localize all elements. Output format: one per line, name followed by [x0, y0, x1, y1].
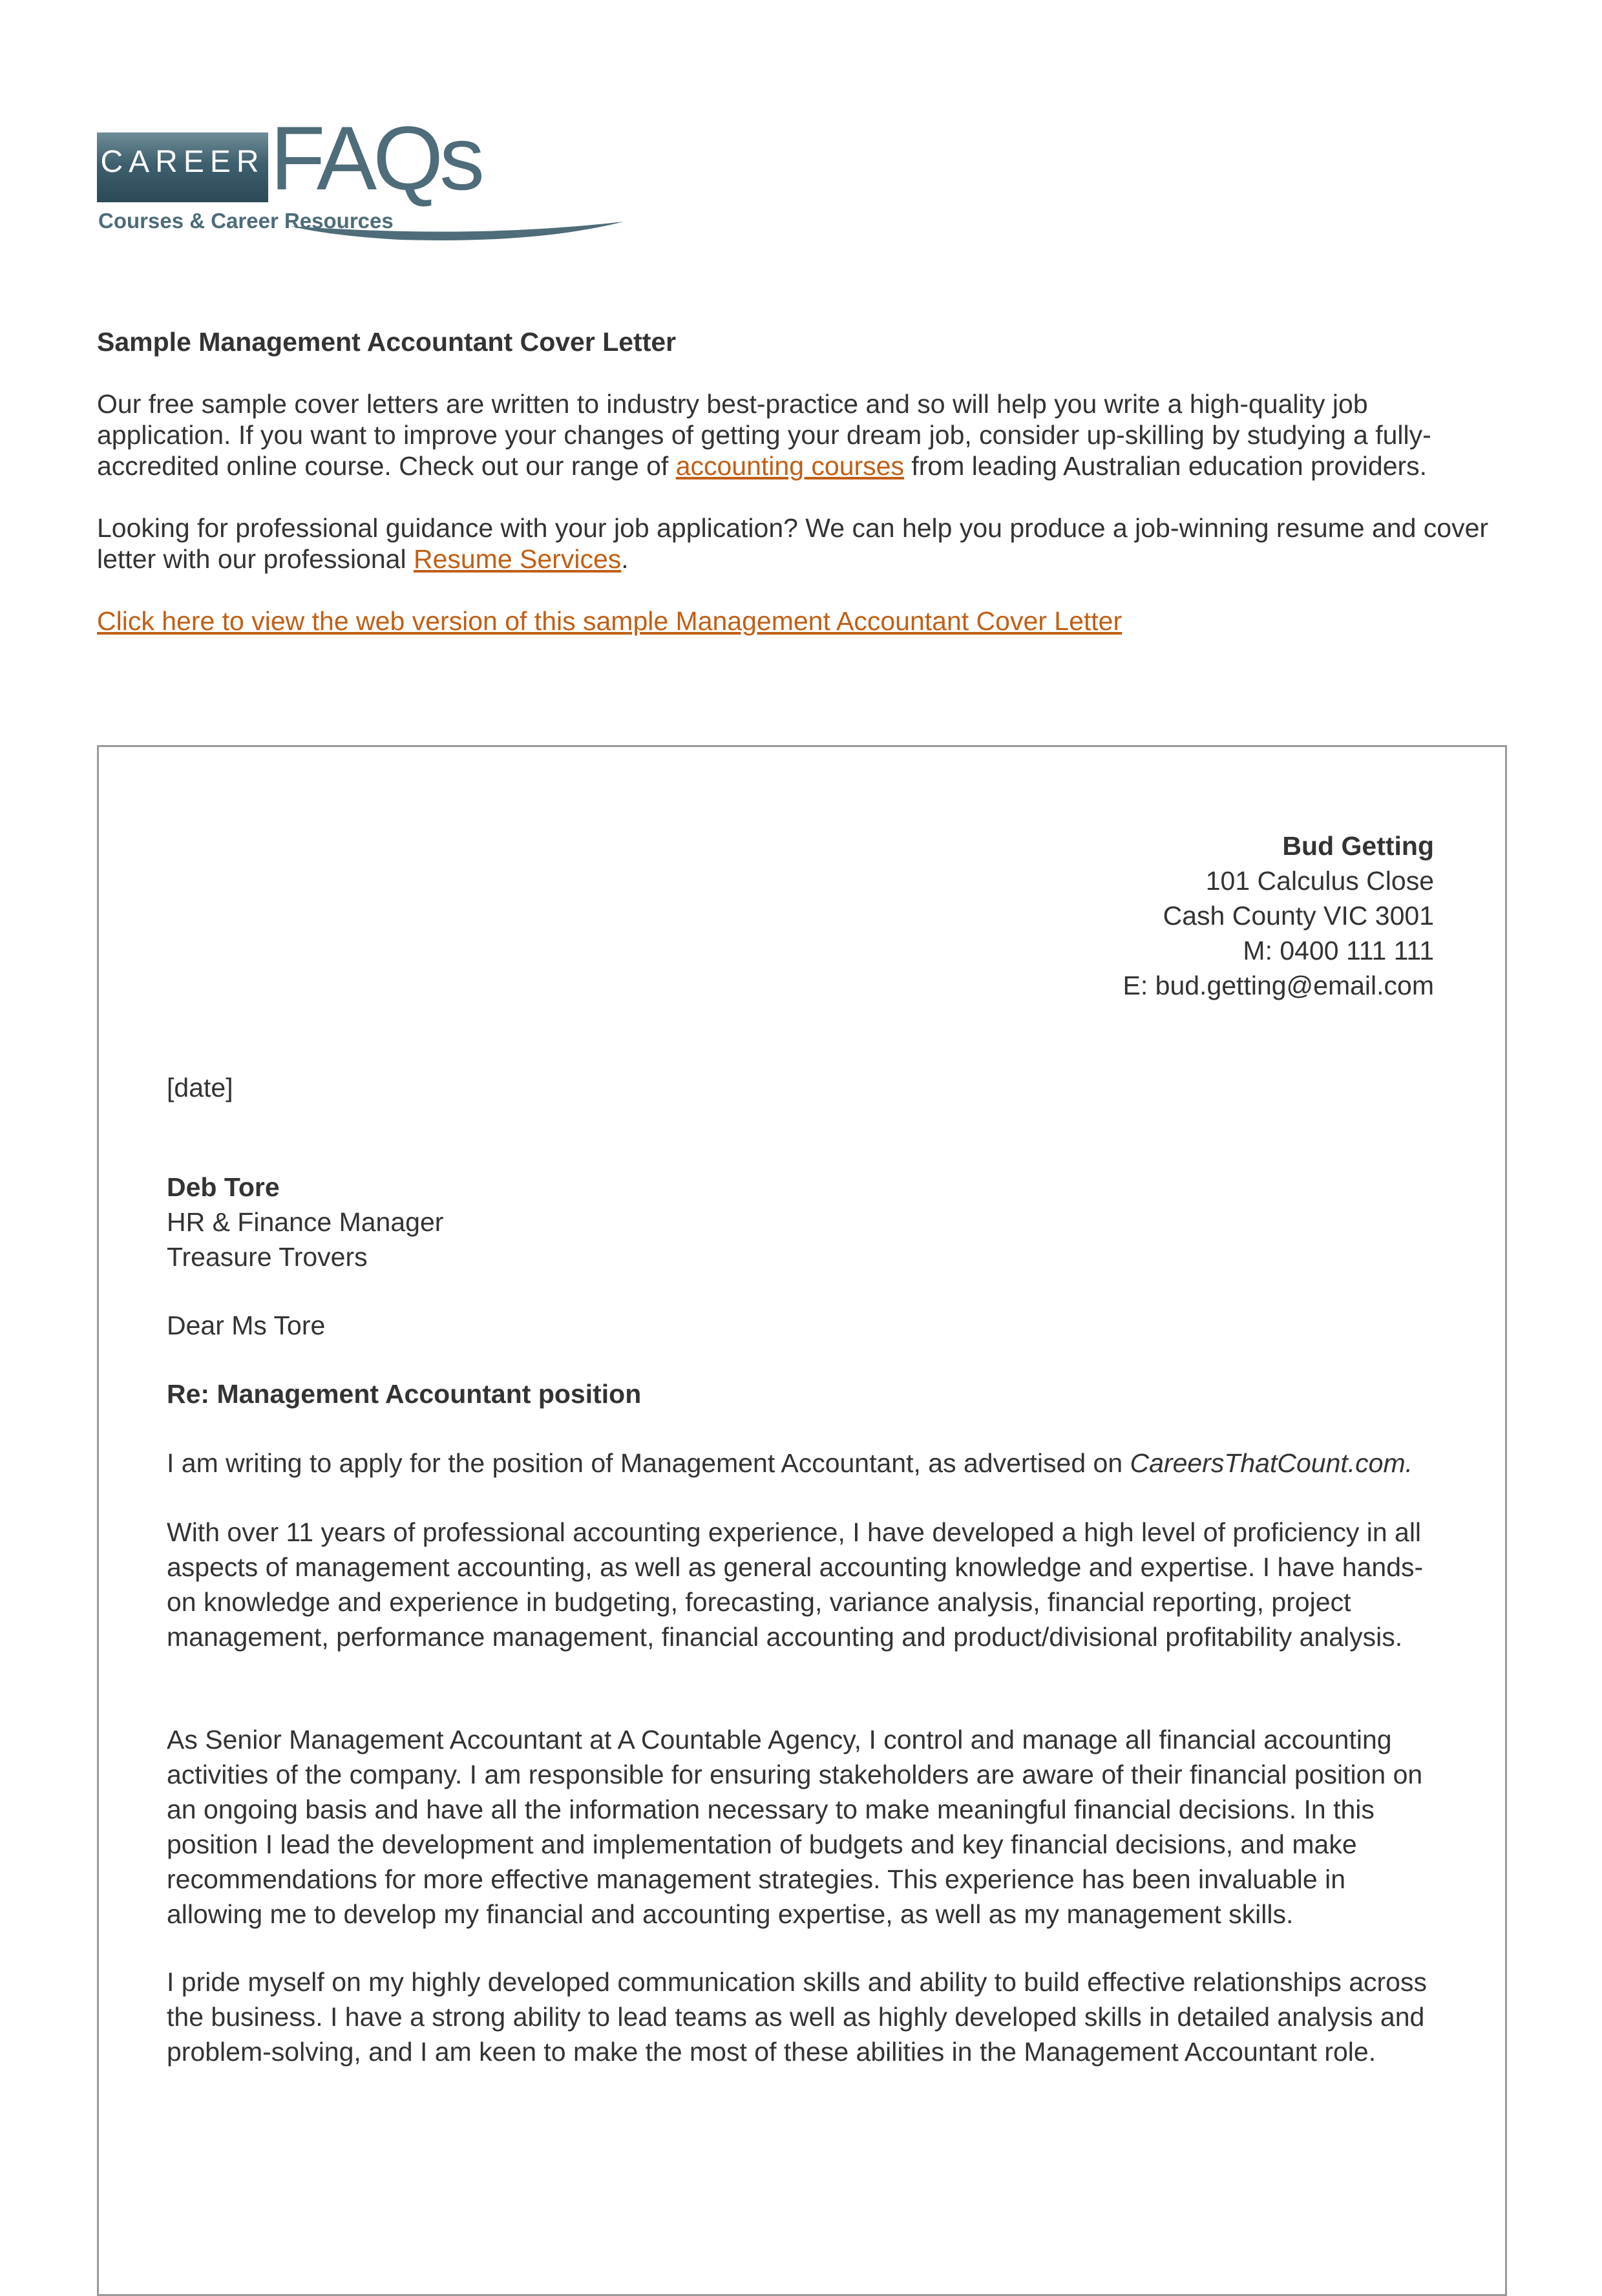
resume-services-link[interactable]: Resume Services	[413, 544, 622, 574]
letter-paragraph-4: I pride myself on my highly developed communication skills and ability to build effective relationships across the business. I have a strong ability to lead teams as well as highly developed skills in detailed analysis and problem-solving, and I am keen to make the most of these abilities in the Management Accountant role.	[167, 1967, 1427, 2067]
letter-paragraph-3: As Senior Management Accountant at A Countable Agency, I control and manage all financial accounting activities of the company. I am responsible for ensuring stakeholders are aware of their financial position on an ongoing basis and have all the information necessary to make meaningful financial decisions. In this position I lead the development and implementation of budgets and key financial decisions, and make recommendations for more effective management strategies. This experience has been invaluable in allowing me to develop my financial and accounting expertise, as well as my management skills.	[167, 1725, 1423, 1929]
intro-p1-text-end: from leading Australian education providers.	[903, 451, 1428, 481]
sender-mobile: M: 0400 111 111	[1243, 936, 1434, 965]
intro-p2-text-end: .	[621, 544, 629, 574]
intro-paragraph-1	[97, 388, 1506, 481]
letter-date: [date]	[167, 1073, 233, 1102]
accounting-courses-link[interactable]: accounting courses	[675, 451, 904, 481]
sender-address-1: 101 Calculus Close	[1205, 866, 1434, 896]
intro-p2-text: Looking for professional guidance with your job application? We can help you produce a job-winning resume and cover letter with our professional	[97, 513, 1489, 574]
sender-block	[1123, 828, 1434, 1003]
recipient-name: Deb Tore	[167, 1172, 280, 1202]
sender-email: E: bud.getting@email.com	[1122, 971, 1434, 1000]
logo-box	[97, 132, 268, 202]
recipient-company: Treasure Trovers	[167, 1242, 368, 1272]
logo-faqs-text: FAQs	[270, 107, 481, 209]
sender-address-2: Cash County VIC 3001	[1163, 901, 1434, 931]
letter-paragraph-2: With over 11 years of professional accounting experience, I have developed a high level of proficiency in all aspects of management accounting, as well as general accounting knowledge and expertise. I have hands-on knowledge and experience in budgeting, forecasting, variance analysis, financial reporting, project management, performance management, financial accounting and product/divisional profitability analysis.	[167, 1517, 1424, 1652]
careerfaqs-logo	[97, 107, 536, 249]
page-title: Sample Management Accountant Cover Letter	[97, 327, 677, 357]
letter-p1-site: CareersThatCount.com.	[1130, 1448, 1413, 1478]
logo-subtitle: Courses & Career Resources	[98, 209, 394, 233]
intro-p1-text: Our free sample cover letters are written to industry best-practice and so will help you write a high-quality job application. If you want to improve your changes of getting your dream job, consider up-skilling by studying a fully-accredited online course. Check out our range of	[97, 389, 1431, 481]
web-version-link[interactable]: Click here to view the web version of this sample Management Accountant Cover Letter	[97, 606, 1122, 636]
logo-box-text: CAREER	[100, 145, 265, 179]
letter-paragraph-1	[167, 1446, 1446, 1480]
intro-paragraph-2	[97, 512, 1506, 574]
web-version-link-line	[97, 606, 1506, 637]
salutation: Dear Ms Tore	[167, 1311, 326, 1340]
re-line: Re: Management Accountant position	[167, 1379, 642, 1409]
recipient-block	[167, 1170, 1446, 1274]
recipient-title: HR & Finance Manager	[167, 1207, 444, 1237]
letter-p1-text: I am writing to apply for the position of Management Accountant, as advertised on	[167, 1448, 1130, 1478]
sender-name: Bud Getting	[1282, 831, 1434, 861]
